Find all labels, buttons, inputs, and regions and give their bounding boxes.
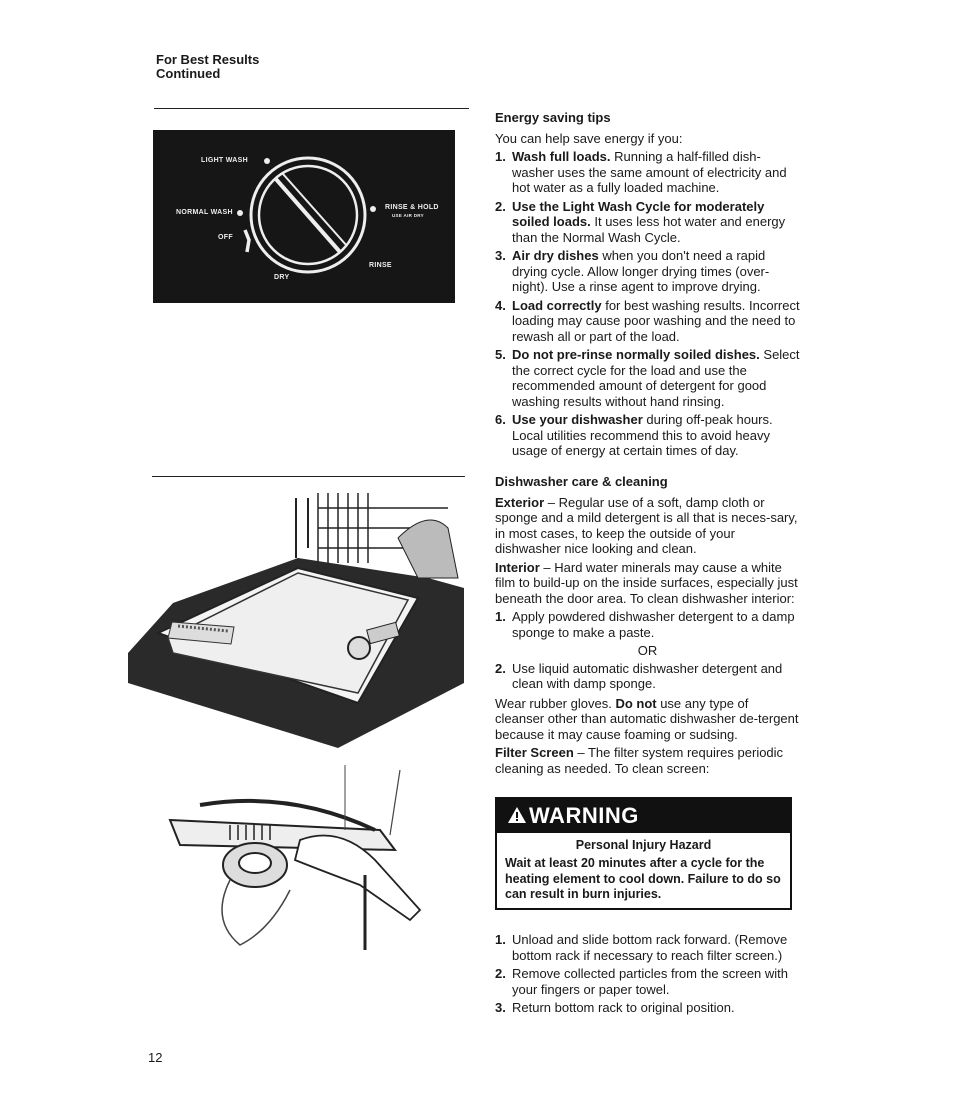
list-item: 1. Unload and slide bottom rack forward. (Remove bottom rack if necessary to reach filter screen.): [495, 932, 788, 963]
filter-screen-illustration: [160, 760, 430, 950]
page-number: 12: [148, 1050, 163, 1065]
warning-header: [497, 799, 790, 833]
divider-top: [154, 108, 469, 109]
care-section: [495, 474, 800, 779]
list-item: 2. Remove collected particles from the screen with your fingers or paper towel.: [495, 966, 789, 997]
or-separator: OR: [637, 643, 658, 658]
label-rinse-hold: RINSE & HOLD: [385, 204, 439, 211]
list-item: 6. Use your dishwasher during off-peak hours. Local utilities recommend this to avoid heavy usage of energy at certain times of day.: [495, 412, 773, 458]
list-item: 1. Apply powdered dishwasher detergent to a damp sponge to make a paste.: [495, 609, 795, 640]
list-item: 4. Load correctly for best washing results. Incorrect loading may cause poor washing and the need to rewash all or part of the load.: [495, 297, 800, 344]
filter-screen-paragraph: Filter Screen – The filter system requires periodic cleaning as needed. To clean screen:: [495, 745, 784, 776]
exterior-paragraph: Exterior – Regular use of a soft, damp cloth or sponge and a mild detergent is all that is neces-sary, in most cases, to keep the outside of your dishwasher nice looking and clean.: [495, 494, 798, 556]
energy-tips-heading: Energy saving tips: [495, 110, 611, 125]
interior-steps-list-continued: [495, 661, 800, 692]
label-dry: DRY: [274, 274, 290, 281]
header-subtitle: Continued: [156, 66, 221, 81]
dishwasher-door-illustration: [128, 488, 464, 750]
warning-box: [495, 797, 792, 910]
list-item: 2. Use the Light Wash Cycle for moderately soiled loads. It uses less hot water and energy than the Normal Wash Cycle.: [495, 198, 786, 245]
list-item: 1. Wash full loads. Running a half-filled dish-washer uses the same amount of electricity and hot water as a fully loaded machine.: [495, 149, 787, 195]
list-item: 5. Do not pre-rinse normally soiled dishes. Select the correct cycle for the load and use the recommended amount of detergent for good washing results without hand rinsing.: [495, 347, 800, 409]
gloves-paragraph: Wear rubber gloves. Do not use any type of cleanser other than automatic dishwasher de-tergent because it may cause foaming or sudsing.: [495, 695, 799, 742]
filter-steps-list: [495, 932, 800, 1016]
warning-text: Wait at least 20 minutes after a cycle for the heating element to cool down. Failure to do so can result in burn injuries.: [505, 856, 781, 901]
warning-title: WARNING: [529, 803, 639, 828]
warning-subtitle: Personal Injury Hazard: [575, 838, 712, 852]
list-item: 3. Air dry dishes when you don't need a rapid drying cycle. Allow longer drying times (over-night). Use a rinse agent to improve drying.: [495, 248, 770, 294]
control-panel-illustration: [153, 130, 455, 303]
label-light-wash: LIGHT WASH: [201, 157, 248, 164]
filter-steps-section: [495, 932, 800, 1019]
header-title: For Best Results: [156, 52, 260, 67]
energy-tips-list: [495, 149, 800, 459]
label-use-air-dry: USE AIR DRY: [392, 213, 424, 218]
section-header: [156, 53, 259, 81]
cycle-dial-icon: [153, 130, 455, 303]
energy-tips-section: [495, 110, 800, 462]
interior-steps-list: [495, 609, 800, 640]
label-rinse: RINSE: [369, 262, 392, 269]
energy-tips-intro: You can help save energy if you:: [495, 130, 683, 146]
interior-paragraph: Interior – Hard water minerals may cause a white film to build-up on the inside surfaces, especially just beneath the door area. To clean dishwasher interior:: [495, 559, 798, 606]
label-normal-wash: NORMAL WASH: [176, 209, 233, 216]
list-item: 2. Use liquid automatic dishwasher detergent and clean with damp sponge.: [495, 660, 783, 691]
warning-triangle-icon: [507, 800, 527, 834]
label-off: OFF: [218, 234, 233, 241]
divider-middle: [152, 476, 465, 477]
care-heading: Dishwasher care & cleaning: [495, 474, 668, 489]
list-item: 3. Return bottom rack to original position.: [495, 1000, 735, 1015]
